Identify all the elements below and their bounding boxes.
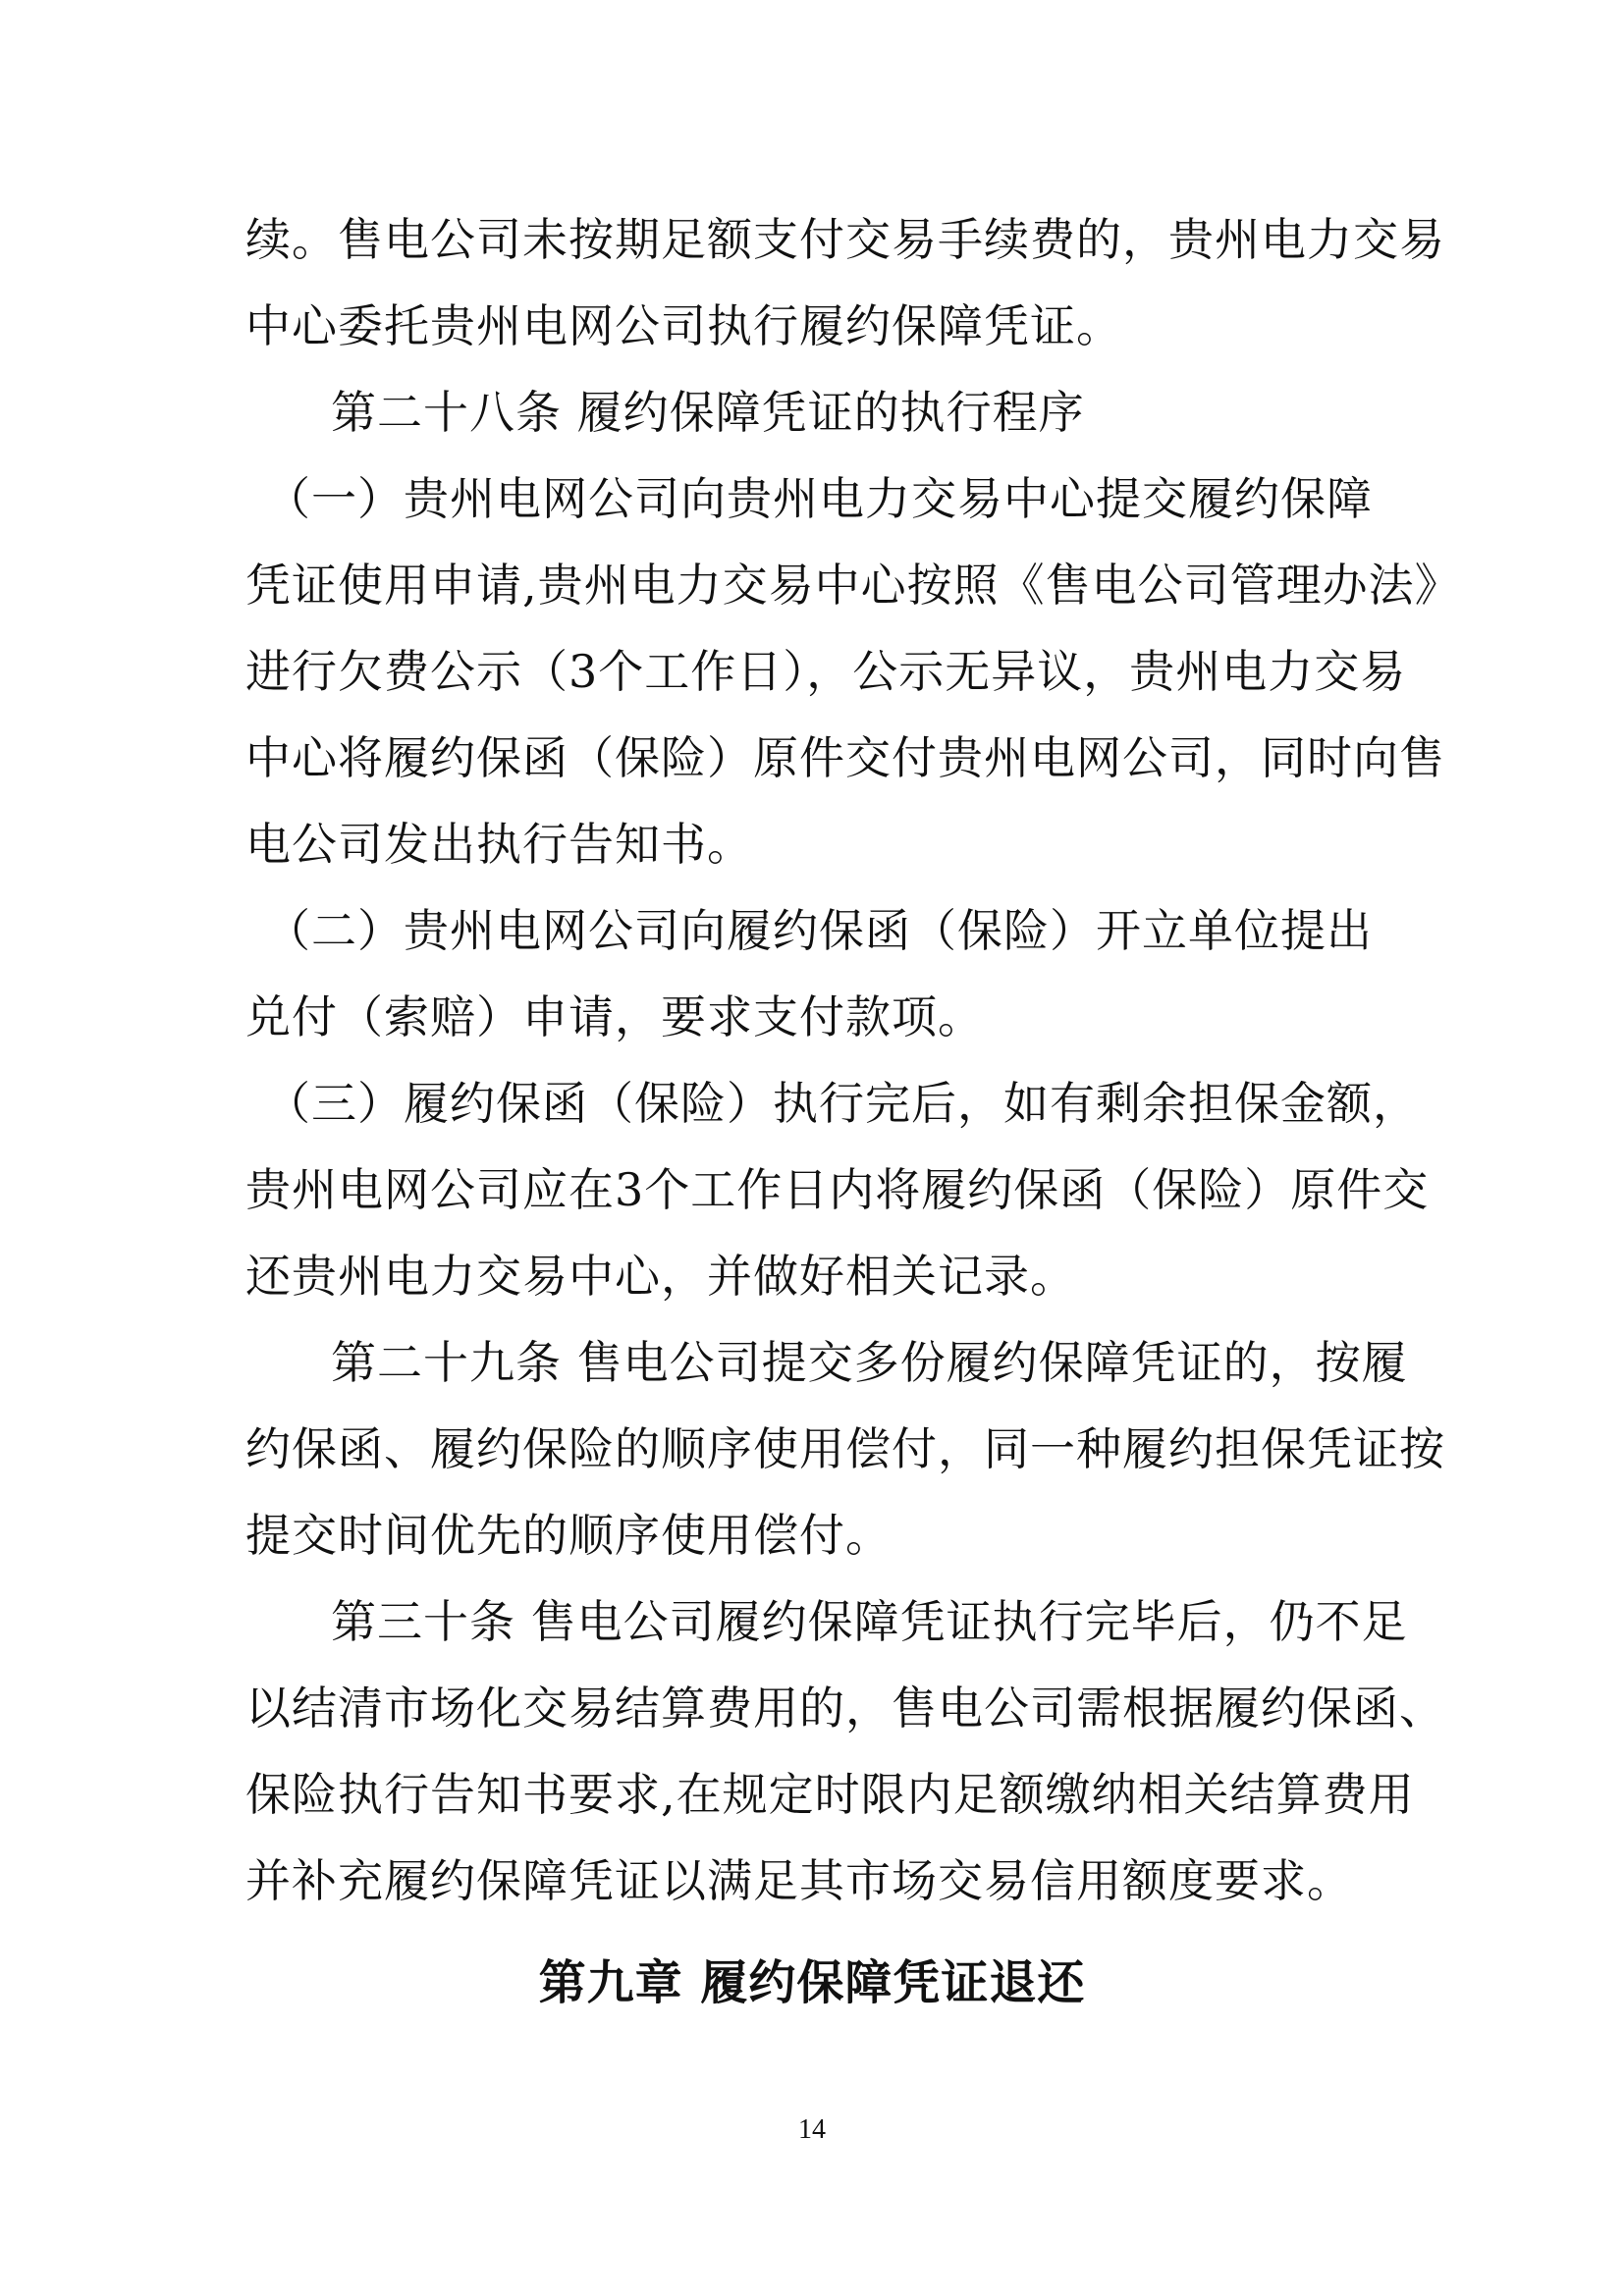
page-number: 14: [798, 2114, 826, 2145]
text-line: 凭证使用申请,贵州电力交易中心按照《售电公司管理办法》: [245, 559, 1461, 612]
text-line: 电公司发出执行告知书。: [245, 818, 753, 871]
body-text: [245, 196, 1461, 1924]
text-line: 约保函、履约保险的顺序使用偿付，同一种履约担保凭证按: [245, 1422, 1445, 1475]
text-line: 贵州电网公司应在3个工作日内将履约保函（保险）原件交: [245, 1163, 1430, 1216]
article-28-heading: 第二十八条 履约保障凭证的执行程序: [285, 386, 1085, 439]
text-line: 还贵州电力交易中心，并做好相关记录。: [245, 1250, 1076, 1303]
chapter-heading: 第九章 履约保障凭证退还: [538, 1955, 1086, 2010]
text-line: 中心委托贵州电网公司执行履约保障凭证。: [245, 299, 1122, 352]
text-line: 中心将履约保函（保险）原件交付贵州电网公司，同时向售: [245, 731, 1445, 784]
text-line: 进行欠费公示（3个工作日），公示无异议，贵州电力交易: [245, 645, 1407, 698]
article-29-heading: 第二十九条 售电公司提交多份履约保障凭证的，按履: [285, 1336, 1408, 1389]
text-line: 兑付（索赔）申请，要求支付款项。: [245, 990, 984, 1043]
text-line: （一）贵州电网公司向贵州电力交易中心提交履约保障: [265, 472, 1373, 525]
text-line: 保险执行告知书要求,在规定时限内足额缴纳相关结算费用: [245, 1768, 1415, 1821]
text-line: 以结清市场化交易结算费用的，售电公司需根据履约保函、: [245, 1682, 1445, 1735]
text-line: 续。售电公司未按期足额支付交易手续费的，贵州电力交易: [245, 213, 1445, 266]
text-line: 并补充履约保障凭证以满足其市场交易信用额度要求。: [245, 1854, 1353, 1907]
text-line: （三）履约保函（保险）执行完后，如有剩余担保金额，: [265, 1077, 1419, 1130]
text-line: 提交时间优先的顺序使用偿付。: [245, 1509, 892, 1562]
article-30-heading: 第三十条 售电公司履约保障凭证执行完毕后，仍不足: [285, 1595, 1408, 1648]
text-line: （二）贵州电网公司向履约保函（保险）开立单位提出: [265, 904, 1373, 957]
